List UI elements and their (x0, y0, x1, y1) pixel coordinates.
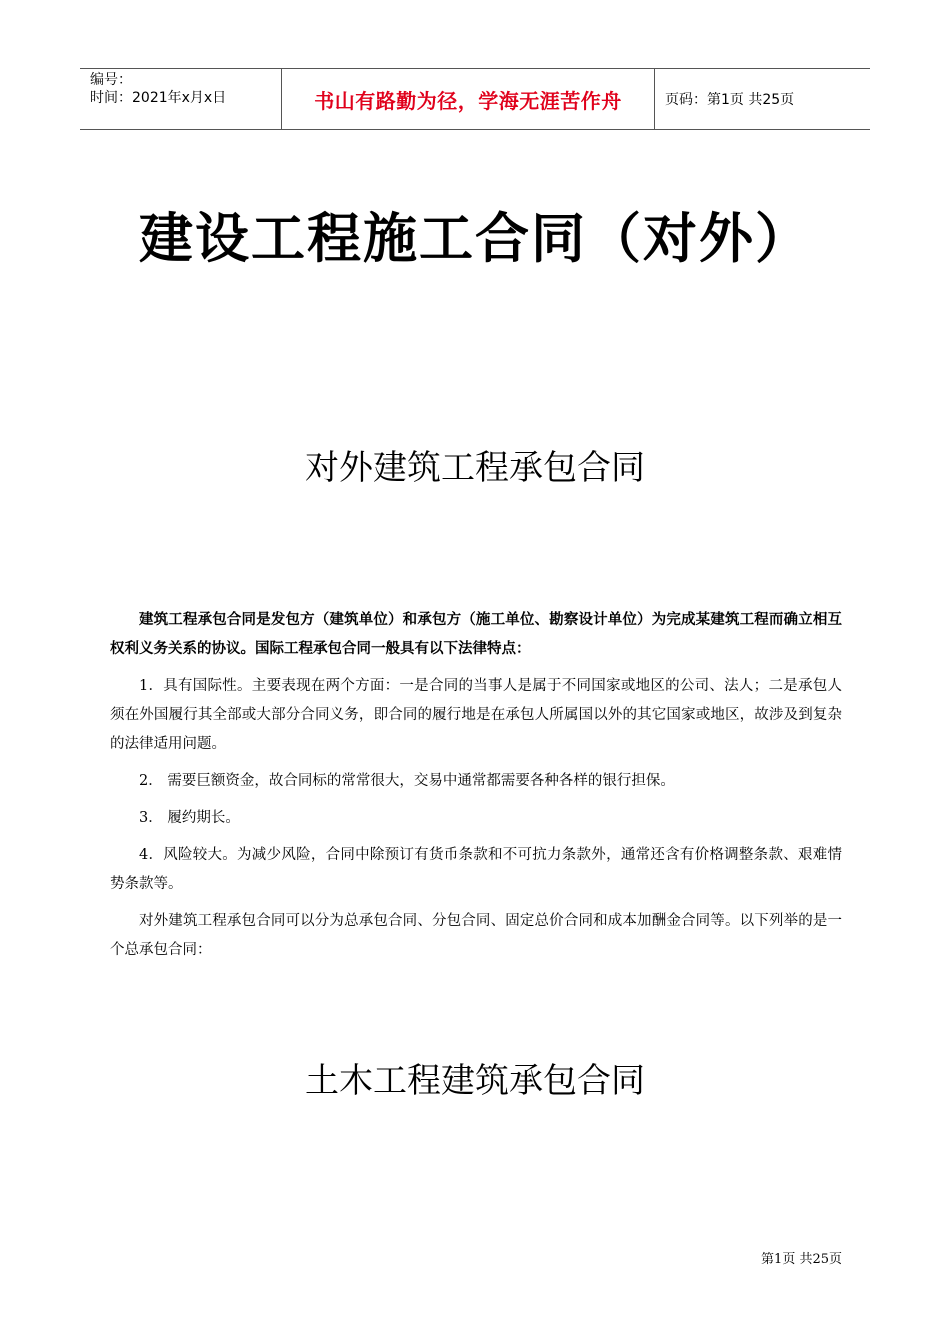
time-label: 时间：2021年x月x日 (90, 90, 227, 106)
feature-paragraph-2: 2． 需要巨额资金，故合同标的常常很大，交易中通常都需要各种各样的银行担保。 (139, 773, 675, 789)
document-header (80, 68, 870, 130)
header-page-cell (655, 69, 870, 129)
classification-paragraph: 对外建筑工程承包合同可以分为总承包合同、分包合同、固定总价合同和成本加酬金合同等。以下列举的是一个总承包合同： (110, 913, 842, 958)
section-title-civil-contract: 土木工程建筑承包合同 (305, 1061, 645, 1101)
header-meta (80, 69, 282, 129)
motto-text: 书山有路勤为径，学海无涯苦作舟 (314, 88, 622, 113)
body-text (110, 606, 842, 973)
main-title: 建设工程施工合同（对外） (139, 207, 811, 270)
number-label: 编号： (90, 72, 132, 88)
feature-paragraph-1: 1．具有国际性。主要表现在两个方面：一是合同的当事人是属于不同国家或地区的公司、法人；二是承包人须在外国履行其全部或大部分合同义务，即合同的履行地是在承包人所属国以外的其它国家或地区，故涉及到复杂的法律适用问题。 (110, 678, 842, 752)
feature-paragraph-4: 4．风险较大。为减少风险，合同中除预订有货币条款和不可抗力条款外，通常还含有价格调整条款、艰难情势条款等。 (110, 847, 842, 892)
feature-paragraph-3: 3． 履约期长。 (139, 810, 240, 826)
section-title-foreign-contract: 对外建筑工程承包合同 (305, 448, 645, 488)
header-motto-cell (282, 69, 655, 129)
intro-paragraph: 建筑工程承包合同是发包方（建筑单位）和承包方（施工单位、勘察设计单位）为完成某建筑工程而确立相互权利义务关系的协议。国际工程承包合同一般具有以下法律特点： (110, 612, 842, 657)
page-info: 页码：第1页 共25页 (665, 92, 795, 108)
page-footer: 第1页 共25页 (761, 1252, 842, 1267)
